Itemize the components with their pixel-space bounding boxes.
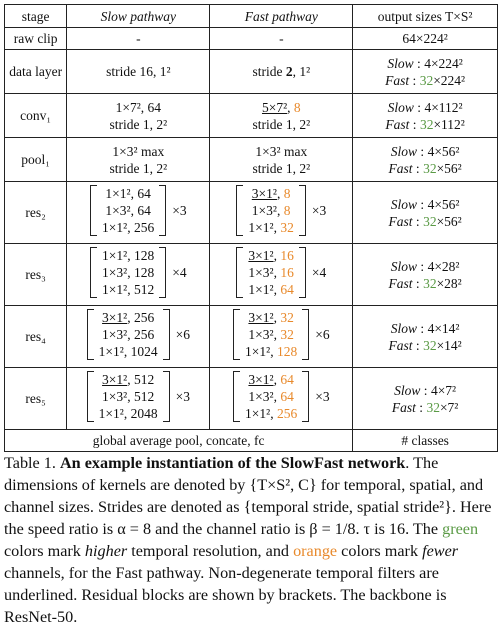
row-res3 (5, 244, 498, 306)
fast-block: 3×1², 64 1×3², 64 1×1², 256 ×3 (210, 368, 353, 430)
bracket-right (302, 309, 309, 360)
bracket-left (90, 247, 97, 298)
bracket-right (299, 247, 306, 298)
bracket-right (299, 185, 306, 236)
bracket-right (163, 371, 170, 422)
slow-cell: - (67, 28, 210, 50)
architecture-table (4, 4, 498, 452)
stage-label: res₅ (5, 368, 67, 430)
bracket-left (236, 185, 243, 236)
bracket-right (159, 185, 166, 236)
row-data-layer (5, 50, 498, 94)
output-cell: 64×224² (353, 28, 498, 50)
fast-cell: - (210, 28, 353, 50)
stage-label: res₄ (5, 306, 67, 368)
final-layer: global average pool, concate, fc (5, 430, 353, 452)
header-slow: Slow pathway (67, 5, 210, 28)
fast-cell: 1×3² max stride 1, 2² (210, 138, 353, 182)
row-raw-clip (5, 28, 498, 50)
row-conv1 (5, 94, 498, 138)
bracket-right (163, 309, 170, 360)
stage-label: data layer (5, 50, 67, 94)
bracket-right (159, 247, 166, 298)
fast-block: 3×1², 16 1×3², 16 1×1², 64 ×4 (210, 244, 353, 306)
slow-block: 1×1², 128 1×3², 128 1×1², 512 ×4 (67, 244, 210, 306)
bracket-left (87, 371, 94, 422)
row-res4 (5, 306, 498, 368)
row-final (5, 430, 498, 452)
fast-block: 3×1², 32 1×3², 32 1×1², 128 ×6 (210, 306, 353, 368)
bracket-left (90, 185, 97, 236)
row-res5 (5, 368, 498, 430)
bracket-left (233, 371, 240, 422)
bracket-left (87, 309, 94, 360)
slow-block: 3×1², 512 1×3², 512 1×1², 2048 ×3 (67, 368, 210, 430)
output-cell: Slow : 4×112² Fast : 32×112² (353, 94, 498, 138)
slow-cell: stride 16, 1² (67, 50, 210, 94)
slow-cell: 1×7², 64 stride 1, 2² (67, 94, 210, 138)
bracket-left (233, 309, 240, 360)
fast-block: 3×1², 8 1×3², 8 1×1², 32 ×3 (210, 182, 353, 244)
fast-cell: 5×7², 8 stride 1, 2² (210, 94, 353, 138)
stage-label: raw clip (5, 28, 67, 50)
bracket-right (302, 371, 309, 422)
row-pool1 (5, 138, 498, 182)
slow-cell: 1×3² max stride 1, 2² (67, 138, 210, 182)
slow-block: 3×1², 256 1×3², 256 1×1², 1024 ×6 (67, 306, 210, 368)
header-fast: Fast pathway (210, 5, 353, 28)
header-stage: stage (5, 5, 67, 28)
output-cell: Slow : 4×14² Fast : 32×14² (353, 306, 498, 368)
slow-block: 1×1², 64 1×3², 64 1×1², 256 ×3 (67, 182, 210, 244)
output-cell: Slow : 4×7² Fast : 32×7² (353, 368, 498, 430)
stage-label: res₂ (5, 182, 67, 244)
bracket-left (236, 247, 243, 298)
output-cell: Slow : 4×28² Fast : 32×28² (353, 244, 498, 306)
row-res2 (5, 182, 498, 244)
output-cell: # classes (353, 430, 498, 452)
output-cell: Slow : 4×56² Fast : 32×56² (353, 138, 498, 182)
header-output: output sizes T×S² (353, 5, 498, 28)
output-cell: Slow : 4×224² Fast : 32×224² (353, 50, 498, 94)
fast-cell: stride 2, 1² (210, 50, 353, 94)
stage-label: pool₁ (5, 138, 67, 182)
table-header-row (5, 5, 498, 28)
table-caption: Table 1. An example instantiation of the SlowFast network. The dimensions of kernels are denoted by {T×S², C} for temporal, spatial, and channel sizes. Strides are denoted as {temporal stride, spatial stride²}. Here the speed ratio is α = 8 and the channel ratio is β = 1/8. τ is 16. The green colors mark higher temporal resolution, and orange colors mark fewer channels, for the Fast pathway. Non-degenerate temporal filters are underlined. Residual blocks are shown by brackets. The backbone is ResNet-50. (4, 454, 492, 626)
output-cell: Slow : 4×56² Fast : 32×56² (353, 182, 498, 244)
stage-label: conv₁ (5, 94, 67, 138)
stage-label: res₃ (5, 244, 67, 306)
